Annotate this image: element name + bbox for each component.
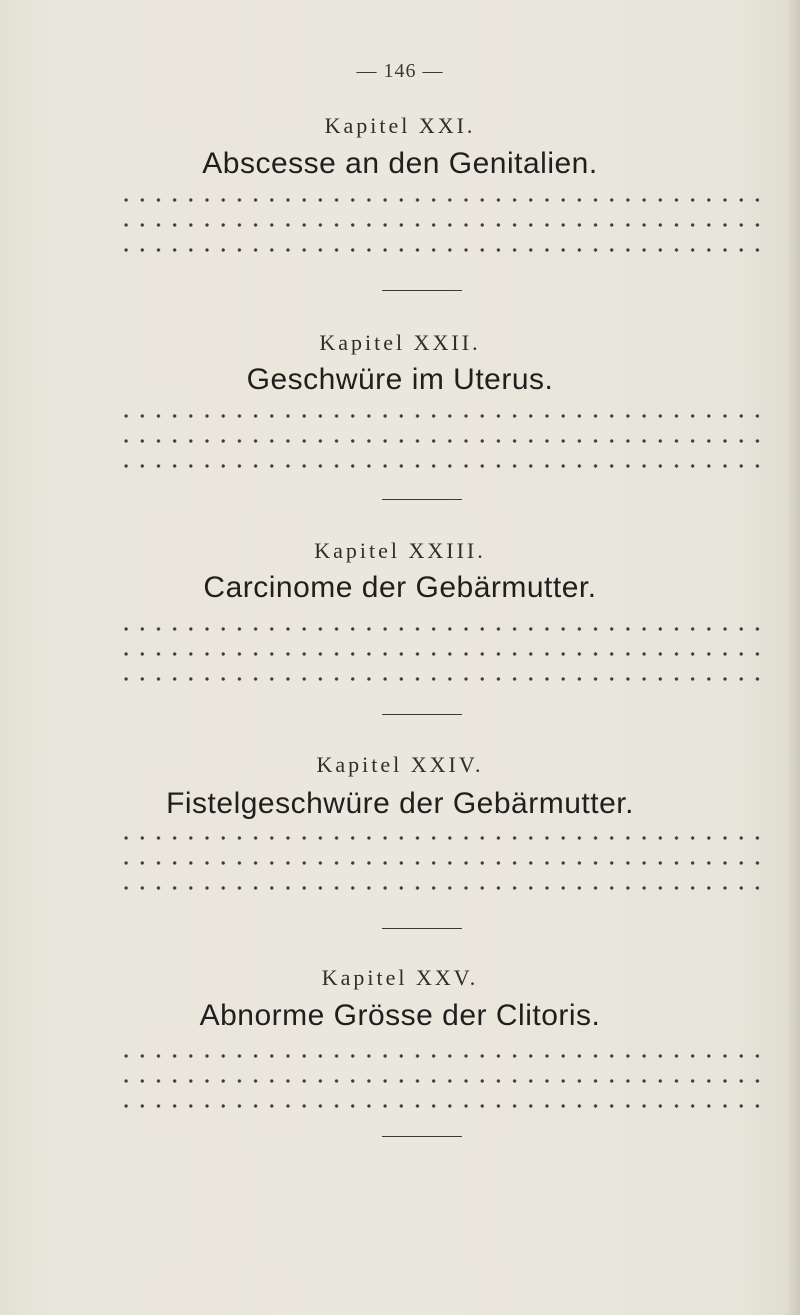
page-number: — 146 — — [356, 60, 444, 82]
section-divider — [382, 1136, 462, 1137]
section-divider — [382, 499, 462, 500]
chapter-title: Carcinome der Gebärmutter. — [203, 571, 597, 604]
chapter-label: Kapitel XXII. — [319, 330, 481, 355]
ellipsis-line — [118, 195, 768, 205]
chapter-title: Fistelgeschwüre der Gebärmutter. — [166, 787, 634, 820]
chapter-label: Kapitel XXV. — [321, 965, 479, 990]
ellipsis-line — [118, 411, 768, 421]
chapter-title: Geschwüre im Uterus. — [246, 363, 554, 396]
ellipsis-line — [118, 220, 768, 230]
ellipsis-line — [118, 674, 768, 684]
ellipsis-line — [118, 1101, 768, 1111]
chapter-label: Kapitel XXIII. — [314, 538, 486, 563]
chapter-title: Abnorme Grösse der Clitoris. — [199, 999, 601, 1032]
chapter-label: Kapitel XXI. — [324, 113, 476, 138]
ellipsis-line — [118, 245, 768, 255]
section-divider — [382, 928, 462, 929]
ellipsis-line — [118, 833, 768, 843]
ellipsis-line — [118, 436, 768, 446]
ellipsis-line — [118, 1051, 768, 1061]
chapter-label: Kapitel XXIV. — [316, 752, 484, 777]
ellipsis-line — [118, 1076, 768, 1086]
section-divider — [382, 714, 462, 715]
ellipsis-line — [118, 624, 768, 634]
chapter-title: Abscesse an den Genitalien. — [202, 147, 598, 180]
page-edge-shadow — [786, 0, 800, 1315]
ellipsis-line — [118, 858, 768, 868]
section-divider — [382, 290, 462, 291]
ellipsis-line — [118, 649, 768, 659]
ellipsis-line — [118, 883, 768, 893]
ellipsis-line — [118, 461, 768, 471]
